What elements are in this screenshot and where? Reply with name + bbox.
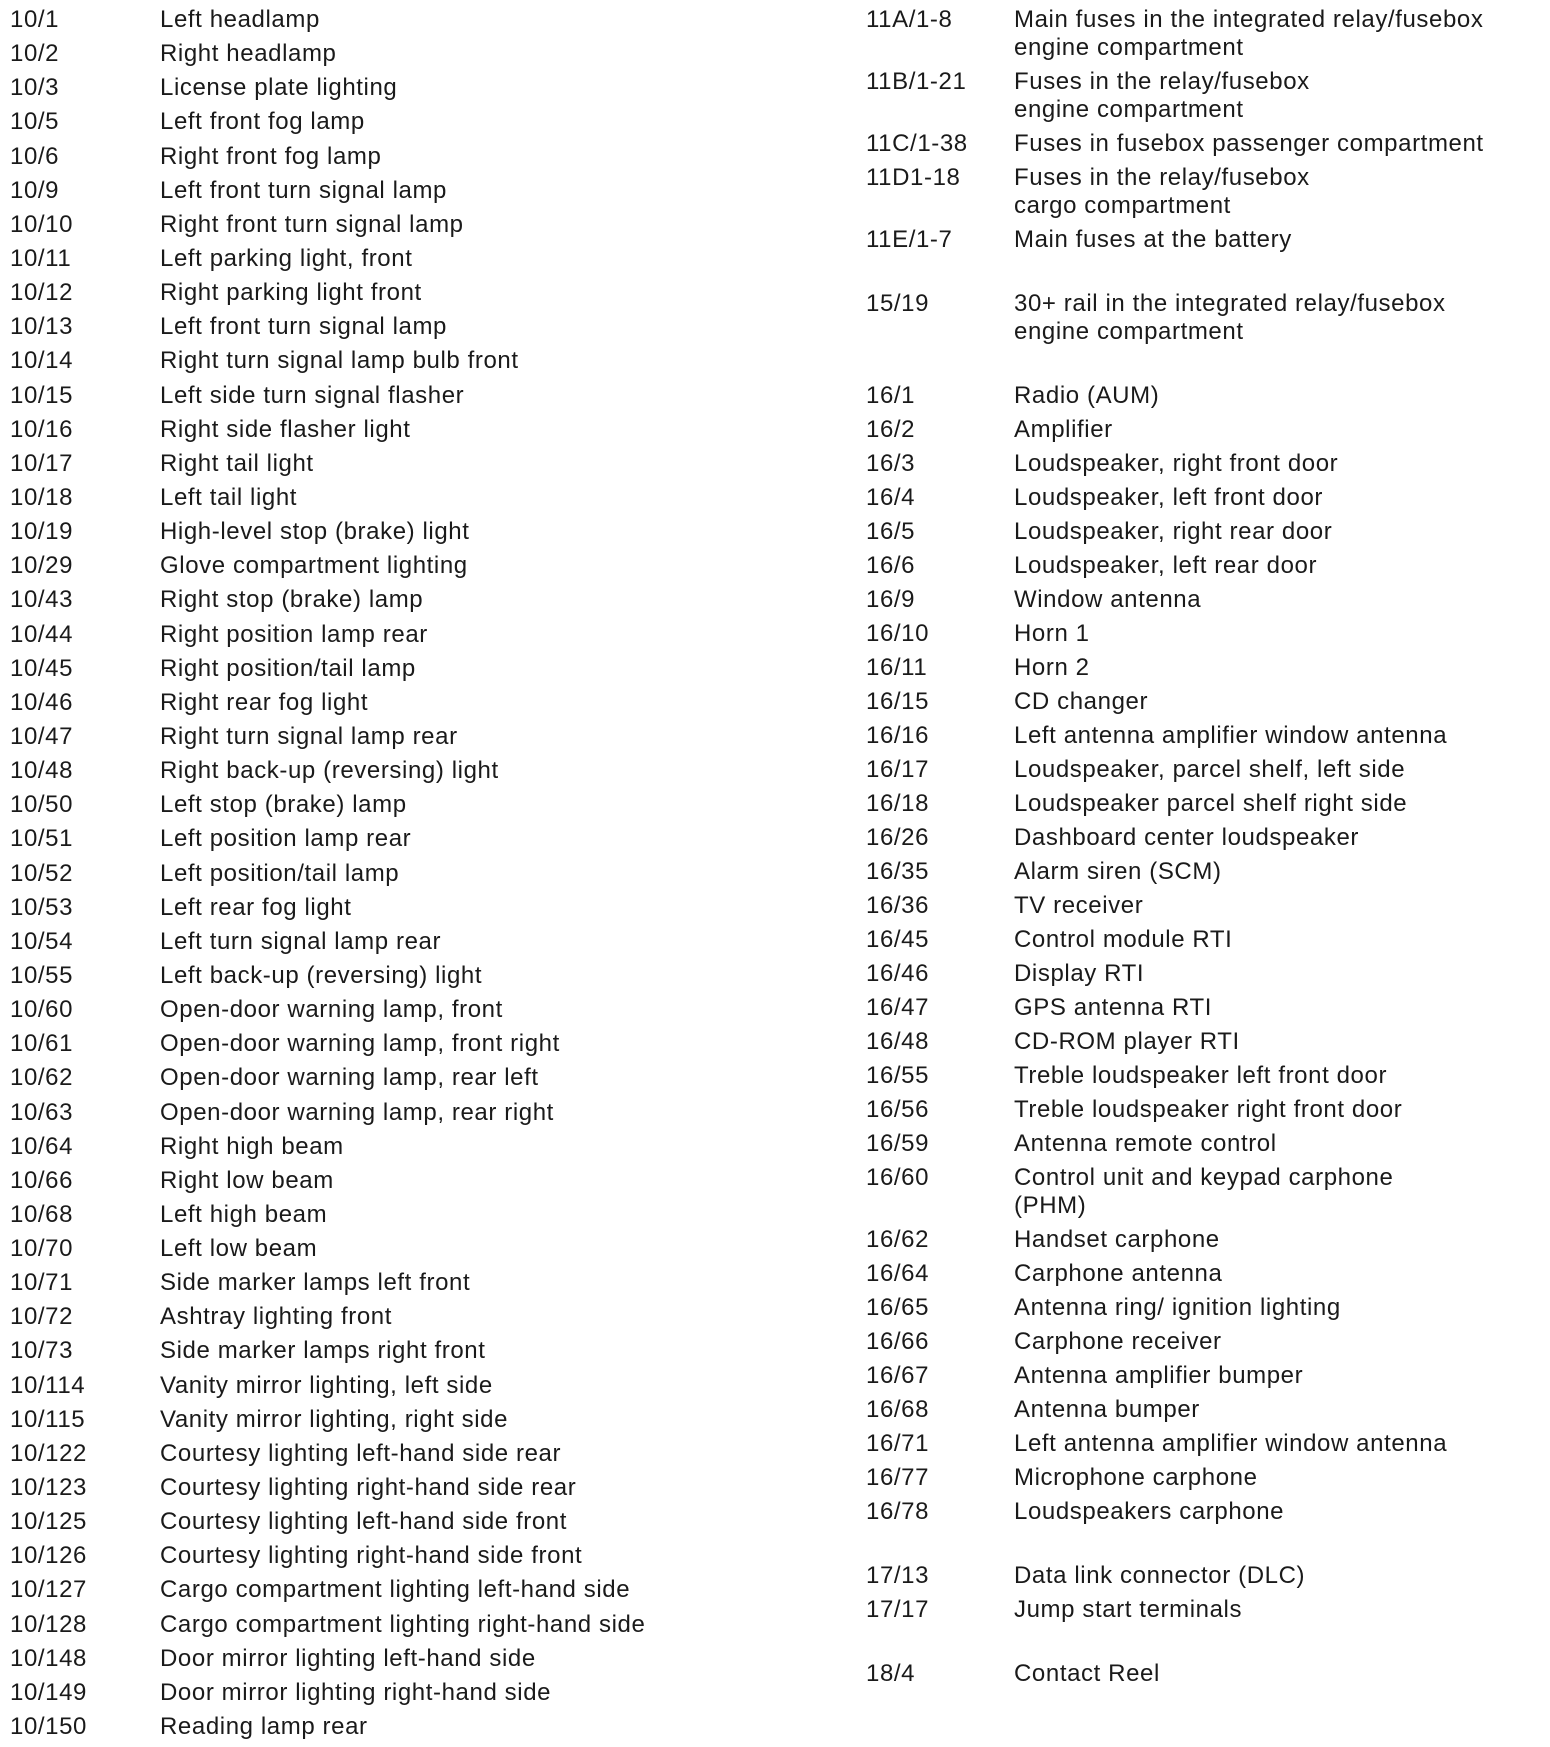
list-item [10,791,850,825]
component-description: CD-ROM player RTI [1014,1028,1240,1055]
component-description: Right front turn signal lamp [160,210,464,238]
component-code: 16/11 [866,654,928,681]
list-item [866,6,1550,62]
component-code: 16/35 [866,858,930,885]
component-description: Side marker lamps left front [160,1269,471,1297]
component-code: 16/5 [866,518,916,545]
component-code: 16/66 [866,1328,930,1355]
component-code: 10/70 [10,1235,74,1263]
component-code: 11C/1-38 [866,130,968,157]
component-description: Glove compartment lighting [160,552,468,580]
component-code: 11B/1-21 [866,68,967,95]
list-item [10,1611,850,1645]
component-code: 10/122 [10,1439,88,1467]
component-code: 18/4 [866,1660,916,1687]
component-description: Loudspeaker, left front door [1014,484,1323,511]
list-item [866,1498,1550,1526]
list-item [10,962,850,996]
list-item [866,756,1550,784]
component-description: Right headlamp [160,40,337,68]
component-description: Courtesy lighting left-hand side front [160,1508,568,1536]
component-code: 17/13 [866,1562,930,1589]
component-code: 10/10 [10,210,74,238]
list-item [10,382,850,416]
component-description: Left position lamp rear [160,825,412,853]
component-description: Amplifier [1014,416,1113,443]
component-code: 10/11 [10,244,72,272]
list-item [10,6,850,40]
component-description: Data link connector (DLC) [1014,1562,1306,1589]
component-description: Courtesy lighting right-hand side front [160,1542,583,1570]
component-code: 16/15 [866,688,930,715]
component-code: 11E/1-7 [866,226,953,253]
component-code: 16/56 [866,1096,930,1123]
component-code: 11D1-18 [866,164,961,191]
list-item [866,994,1550,1022]
component-description: Horn 2 [1014,654,1090,681]
list-item [866,552,1550,580]
list-item [866,1328,1550,1356]
list-item [10,108,850,142]
component-description: Left rear fog light [160,893,352,921]
component-description: GPS antenna RTI [1014,994,1212,1021]
component-code: 10/126 [10,1542,88,1570]
component-code: 10/63 [10,1098,74,1126]
component-description: Carphone receiver [1014,1328,1222,1355]
component-code: 16/18 [866,790,930,817]
list-item [10,757,850,791]
component-code: 10/55 [10,961,74,989]
component-code: 10/127 [10,1576,88,1604]
component-description: CD changer [1014,688,1149,715]
component-description: Left tail light [160,483,298,511]
component-description: Open-door warning lamp, front [160,996,503,1024]
list-item [866,164,1550,220]
component-code: 10/16 [10,415,74,443]
list-item [866,824,1550,852]
list-item [866,484,1550,512]
component-code: 10/150 [10,1713,88,1741]
component-description: Loudspeaker, right rear door [1014,518,1333,545]
list-item [866,1430,1550,1458]
list-item [10,74,850,108]
component-code: 10/66 [10,1166,74,1194]
component-description: Right position lamp rear [160,620,428,648]
list-item [866,68,1550,124]
component-description: Right parking light front [160,279,422,307]
list-item [10,1645,850,1679]
right-component-list [866,6,1550,1694]
list-item [866,1130,1550,1158]
list-item [10,1303,850,1337]
component-description: Cargo compartment lighting right-hand side [160,1610,646,1638]
component-code: 10/114 [10,1371,86,1399]
component-code: 10/17 [10,449,74,477]
list-item [10,552,850,586]
component-description: Right turn signal lamp bulb front [160,347,519,375]
list-item [10,996,850,1030]
list-item [10,450,850,484]
component-code: 10/1 [10,6,60,33]
component-description: Left back-up (reversing) light [160,961,483,989]
component-description: Fuses in fusebox passenger compartment [1014,130,1484,157]
component-code: 16/65 [866,1294,930,1321]
list-item [866,620,1550,648]
list-item [10,689,850,723]
component-description: Open-door warning lamp, front right [160,1030,560,1058]
list-item [866,290,1550,346]
component-code: 16/46 [866,960,930,987]
list-item [866,226,1550,254]
list-item [10,1713,850,1747]
component-description: Left front fog lamp [160,108,365,136]
list-item [10,1269,850,1303]
component-description: Right stop (brake) lamp [160,586,424,614]
component-code: 10/148 [10,1644,88,1672]
component-code: 10/6 [10,142,60,170]
list-item [866,1028,1550,1056]
component-description: Radio (AUM) [1014,382,1160,409]
list-item [10,347,850,381]
component-code: 10/68 [10,1200,74,1228]
component-description: Antenna amplifier bumper [1014,1362,1304,1389]
component-code: 16/47 [866,994,930,1021]
list-item [866,1660,1550,1688]
list-item [10,1337,850,1371]
list-item [10,1064,850,1098]
component-description: Contact Reel [1014,1660,1160,1687]
component-description: Door mirror lighting left-hand side [160,1644,536,1672]
list-item [10,1508,850,1542]
component-description: Left front turn signal lamp [160,313,448,341]
component-description: Left position/tail lamp [160,859,400,887]
component-description: Left stop (brake) lamp [160,791,407,819]
component-code: 16/3 [866,450,916,477]
component-description: Loudspeakers carphone [1014,1498,1285,1525]
component-code: 16/2 [866,416,916,443]
component-code: 10/43 [10,586,74,614]
component-description: Open-door warning lamp, rear right [160,1098,554,1126]
component-code: 16/64 [866,1260,930,1287]
component-description: Loudspeaker, left rear door [1014,552,1318,579]
list-item [866,926,1550,954]
list-item [866,1396,1550,1424]
component-description: TV receiver [1014,892,1144,919]
component-description: Carphone antenna [1014,1260,1223,1287]
list-item [866,450,1550,478]
list-item [10,1167,850,1201]
list-item [10,621,850,655]
component-description: Display RTI [1014,960,1145,987]
list-item [10,40,850,74]
component-description: Loudspeaker, parcel shelf, left side [1014,756,1406,783]
list-item [10,245,850,279]
component-code: 10/48 [10,757,74,785]
component-code: 10/2 [10,40,60,68]
component-code: 16/48 [866,1028,930,1055]
list-item [866,1362,1550,1390]
list-item [866,688,1550,716]
component-code: 16/55 [866,1062,930,1089]
component-description: Courtesy lighting left-hand side rear [160,1439,562,1467]
component-description: Right tail light [160,449,314,477]
component-description: Horn 1 [1014,620,1090,647]
component-description: Loudspeaker parcel shelf right side [1014,790,1408,817]
list-item [866,586,1550,614]
list-item [866,858,1550,886]
component-code: 10/72 [10,1303,74,1331]
component-description: Right high beam [160,1132,344,1160]
list-item [866,722,1550,750]
component-description: Right rear fog light [160,688,369,716]
component-code: 10/128 [10,1610,88,1638]
list-item [866,1562,1550,1590]
list-item [866,1164,1550,1220]
list-item [10,211,850,245]
component-code: 10/19 [10,518,74,546]
component-code: 11A/1-8 [866,6,953,33]
component-description: Alarm siren (SCM) [1014,858,1222,885]
component-code: 16/71 [866,1430,930,1457]
component-description: Vanity mirror lighting, left side [160,1371,493,1399]
list-item [10,1030,850,1064]
component-description: Left turn signal lamp rear [160,927,442,955]
list-item [866,892,1550,920]
list-item [10,1099,850,1133]
component-description: Fuses in the relay/fusebox cargo compartment [1014,164,1310,219]
component-description: Treble loudspeaker left front door [1014,1062,1388,1089]
list-item [866,382,1550,410]
list-item [866,1596,1550,1624]
component-description: Microphone carphone [1014,1464,1258,1491]
component-code: 10/71 [10,1269,74,1297]
component-code: 16/60 [866,1164,930,1191]
component-description: Left low beam [160,1235,318,1263]
component-code: 16/26 [866,824,930,851]
list-item [10,586,850,620]
list-item [866,1260,1550,1288]
list-item [866,130,1550,158]
component-code: 10/13 [10,313,74,341]
component-code: 15/19 [866,290,930,317]
list-item [866,1096,1550,1124]
component-code: 10/123 [10,1474,88,1502]
component-description: Antenna ring/ ignition lighting [1014,1294,1341,1321]
component-code: 10/46 [10,688,74,716]
component-code: 16/45 [866,926,930,953]
list-item [10,860,850,894]
component-code: 16/1 [866,382,916,409]
component-code: 16/4 [866,484,916,511]
component-code: 16/16 [866,722,930,749]
component-code: 16/10 [866,620,930,647]
list-item [10,416,850,450]
list-item [10,723,850,757]
component-code: 10/61 [10,1030,74,1058]
component-code: 10/47 [10,722,74,750]
list-item [866,1464,1550,1492]
component-code: 10/15 [10,381,74,409]
list-item [10,1542,850,1576]
component-code: 10/73 [10,1337,74,1365]
component-code: 16/68 [866,1396,930,1423]
component-code: 16/17 [866,756,930,783]
component-description: High-level stop (brake) light [160,518,470,546]
component-description: Antenna bumper [1014,1396,1200,1423]
component-code: 10/14 [10,347,74,375]
component-description: Handset carphone [1014,1226,1220,1253]
list-item [866,1294,1550,1322]
list-item [10,1440,850,1474]
list-item [10,484,850,518]
component-code: 10/18 [10,483,74,511]
component-description: Side marker lamps right front [160,1337,486,1365]
component-description: License plate lighting [160,74,398,102]
component-description: Open-door warning lamp, rear left [160,1064,539,1092]
list-item [10,1576,850,1610]
component-code: 16/78 [866,1498,930,1525]
component-description: Left front turn signal lamp [160,176,448,204]
list-item [10,928,850,962]
component-code: 10/62 [10,1064,74,1092]
component-description: Reading lamp rear [160,1713,368,1741]
component-description: Jump start terminals [1014,1596,1243,1623]
component-description: Dashboard center loudspeaker [1014,824,1360,851]
list-item [866,654,1550,682]
component-description: Left antenna amplifier window antenna [1014,722,1448,749]
component-code: 10/5 [10,108,60,136]
component-description: Control unit and keypad carphone (PHM) [1014,1164,1394,1219]
list-item [10,518,850,552]
component-code: 10/149 [10,1678,88,1706]
component-description: Loudspeaker, right front door [1014,450,1339,477]
component-description: Antenna remote control [1014,1130,1277,1157]
list-item [10,1679,850,1713]
component-code: 10/50 [10,791,74,819]
component-description: Vanity mirror lighting, right side [160,1405,509,1433]
component-description: Left side turn signal flasher [160,381,465,409]
list-item [10,1474,850,1508]
list-item [866,1062,1550,1090]
component-description: Left headlamp [160,6,320,33]
list-item [10,143,850,177]
component-description: Left parking light, front [160,244,413,272]
component-description: Left antenna amplifier window antenna [1014,1430,1448,1457]
list-item [10,1406,850,1440]
component-code: 16/59 [866,1130,930,1157]
list-item [866,790,1550,818]
component-description: Main fuses at the battery [1014,226,1292,253]
list-item [10,655,850,689]
component-code: 10/53 [10,893,74,921]
list-item [866,518,1550,546]
component-code: 10/9 [10,176,60,204]
component-description: Main fuses in the integrated relay/fusebox engine compartment [1014,6,1484,61]
component-description: Door mirror lighting right-hand side [160,1678,552,1706]
component-code: 10/60 [10,996,74,1024]
component-description: Right low beam [160,1166,334,1194]
component-description: Right position/tail lamp [160,654,416,682]
component-code: 16/77 [866,1464,930,1491]
component-description: Cargo compartment lighting left-hand side [160,1576,631,1604]
component-code: 10/125 [10,1508,88,1536]
list-item [866,1226,1550,1254]
component-code: 10/52 [10,859,74,887]
component-description: Treble loudspeaker right front door [1014,1096,1403,1123]
component-description: Right back-up (reversing) light [160,757,499,785]
component-code: 10/44 [10,620,74,648]
component-code: 17/17 [866,1596,930,1623]
component-code: 16/9 [866,586,916,613]
component-code: 10/3 [10,74,60,102]
component-code: 10/115 [10,1405,86,1433]
list-item [10,1201,850,1235]
component-code: 10/54 [10,927,74,955]
list-item [10,1372,850,1406]
list-item [866,960,1550,988]
component-code: 16/67 [866,1362,930,1389]
component-description: 30+ rail in the integrated relay/fusebox engine compartment [1014,290,1446,345]
component-description: Right front fog lamp [160,142,382,170]
component-description: Right turn signal lamp rear [160,722,458,750]
list-item [10,1133,850,1167]
component-code: 16/36 [866,892,930,919]
list-item [866,416,1550,444]
component-code: 10/45 [10,654,74,682]
component-description: Control module RTI [1014,926,1233,953]
component-code: 16/62 [866,1226,930,1253]
component-description: Right side flasher light [160,415,411,443]
component-description: Left high beam [160,1200,328,1228]
component-description: Window antenna [1014,586,1202,613]
list-item [10,894,850,928]
component-description: Ashtray lighting front [160,1303,392,1331]
component-code: 10/64 [10,1132,74,1160]
component-code: 16/6 [866,552,916,579]
list-item [10,1235,850,1269]
component-description: Fuses in the relay/fusebox engine compartment [1014,68,1310,123]
list-item [10,313,850,347]
component-description: Courtesy lighting right-hand side rear [160,1474,577,1502]
list-item [10,177,850,211]
list-item [10,825,850,859]
left-component-list [10,6,850,1747]
list-item [10,279,850,313]
component-code: 10/12 [10,279,74,307]
component-code: 10/51 [10,825,74,853]
component-code: 10/29 [10,552,74,580]
